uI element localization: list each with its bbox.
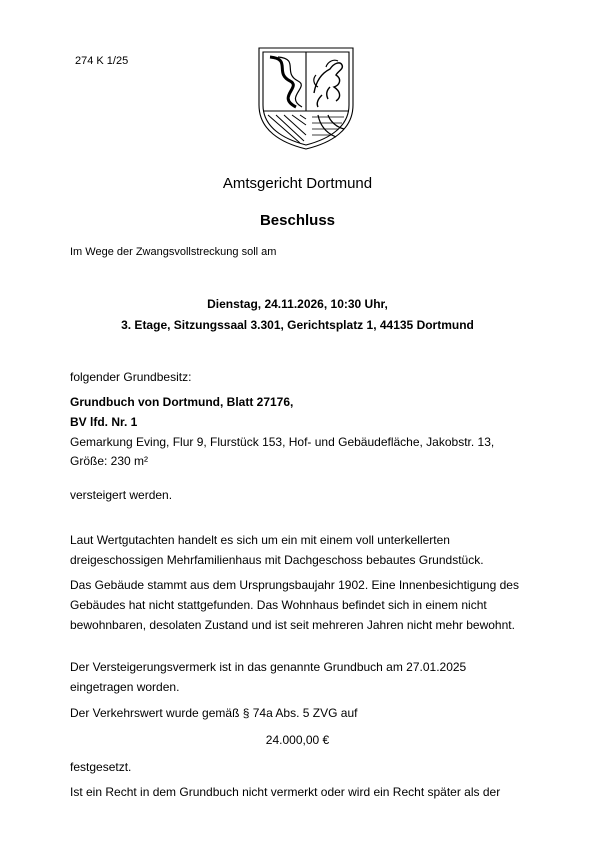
property-description-line-1: Gemarkung Eving, Flur 9, Flurstück 153, Hof- und Gebäudefläche, Jakobstr. 13, [70,435,495,449]
appointment-location: 3. Etage, Sitzungssaal 3.301, Gerichtsplatz 1, 44135 Dortmund [121,318,474,332]
appraisal-line-2: dreigeschossigen Mehrfamilienhaus mit Dachgeschoss bebautes Grundstück. [70,553,484,567]
intro-text: Im Wege der Zwangsvollstreckung soll am [70,246,277,258]
appointment-date: Dienstag, 24.11.2026, 10:30 Uhr, [207,297,388,311]
valuation-note-line-1: Der Versteigerungsvermerk ist in das genannte Grundbuch am 27.01.2025 [70,660,467,674]
valuation-intro: Der Verkehrswert wurde gemäß § 74a Abs. 5 ZVG auf [70,706,358,720]
document-title: Beschluss [259,212,336,229]
rights-text-line: Ist ein Recht in dem Grundbuch nicht vermerkt oder wird ein Recht später als der [70,785,501,799]
property-entry: BV lfd. Nr. 1 [70,415,138,429]
property-description-line-2: Größe: 230 m² [70,454,149,468]
valuation-outro: festgesetzt. [70,760,132,774]
court-name: Amtsgericht Dortmund [222,175,373,192]
appraisal-line-1: Laut Wertgutachten handelt es sich um ein mit einem voll unterkellerten [70,533,450,547]
file-number: 274 K 1/25 [75,55,129,67]
property-closing: versteigert werden. [70,488,173,502]
valuation-note-line-2: eingetragen worden. [70,680,180,694]
market-value: 24.000,00 € [265,733,330,747]
property-lead: folgender Grundbesitz: [70,370,192,384]
appraisal-line-3: Das Gebäude stammt aus dem Ursprungsbaujahr 1902. Eine Innenbesichtigung des [70,578,519,592]
property-register: Grundbuch von Dortmund, Blatt 27176, [70,395,294,409]
appraisal-line-4: Gebäudes hat nicht stattgefunden. Das Wohnhaus befindet sich in einem nicht [70,598,487,612]
appraisal-line-5: bewohnbaren, desolaten Zustand und ist seit mehreren Jahren nicht mehr bewohnt. [70,618,515,632]
nrw-coat-of-arms-icon [256,45,356,151]
